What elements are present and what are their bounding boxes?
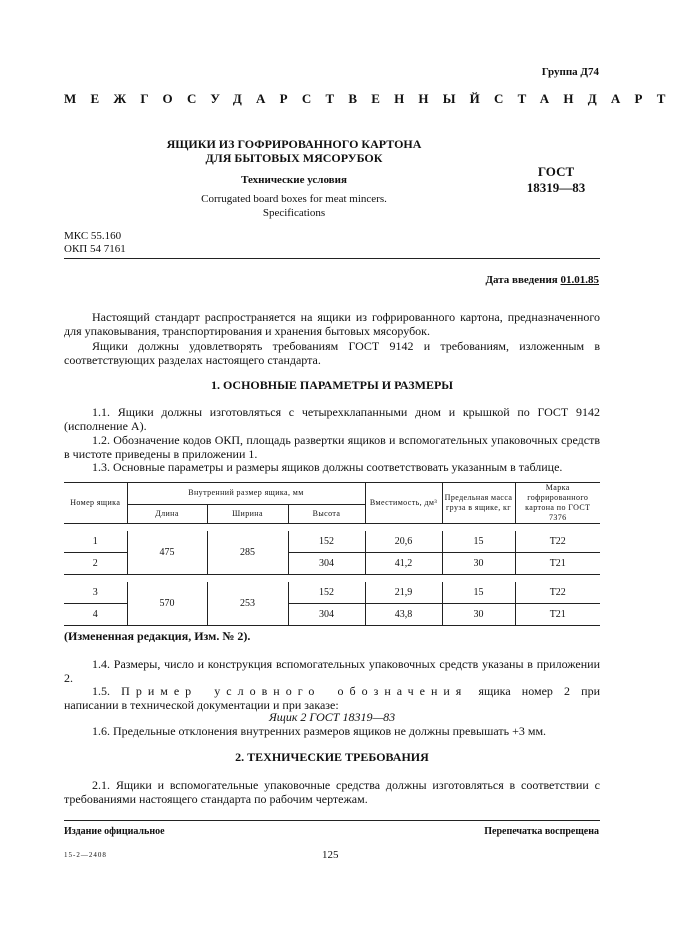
standard-banner xyxy=(64,91,680,107)
gost-number: 18319—83 xyxy=(526,180,586,195)
group-code: Группа Д74 xyxy=(541,66,599,78)
gost-designation xyxy=(512,164,600,196)
introduction-date xyxy=(485,274,599,286)
header-grade: Марка гофрированного картона по ГОСТ 7376 xyxy=(515,483,600,524)
cell-load: 30 xyxy=(442,604,515,626)
cell-length: 475 xyxy=(127,531,207,575)
title-line-2: ДЛЯ БЫТОВЫХ МЯСОРУБОК xyxy=(205,151,383,165)
title-english-1: Corrugated board boxes for meat mincers. xyxy=(201,193,387,205)
paragraph-requirements: Ящики должны удовлетворять требованиям ГОСТ 9142 и требованиям, изложенным в соответствующих разделах настоящего стандарта. xyxy=(64,339,600,367)
cell-load: 15 xyxy=(442,582,515,604)
cell-number: 3 xyxy=(64,582,127,604)
cell-load: 15 xyxy=(442,531,515,553)
paragraph-1-5-rest: ящика номер 2 при написании в технической документации и при заказе: xyxy=(64,684,601,712)
cell-height: 304 xyxy=(288,604,365,626)
cell-grade: Т22 xyxy=(515,582,600,604)
cell-number: 1 xyxy=(64,531,127,553)
intro-date-label: Дата введения xyxy=(485,274,558,286)
okp-code: ОКП 54 7161 xyxy=(64,243,126,255)
banner-left: МЕЖГОСУДАРСТВЕННЫЙ xyxy=(64,91,494,106)
header-inner-size: Внутренний размер ящика, мм xyxy=(127,483,365,505)
cell-grade: Т21 xyxy=(515,553,600,575)
paragraph-scope: Настоящий стандарт распространяется на ящики из гофрированного картона, предназначенного для упаковывания, транспортирования и хранения бытовых мясорубок. xyxy=(64,310,600,338)
cell-length: 570 xyxy=(127,582,207,626)
cell-capacity: 21,9 xyxy=(365,582,442,604)
header-length: Длина xyxy=(127,504,207,523)
section-2-heading: 2. ТЕХНИЧЕСКИЕ ТРЕБОВАНИЯ xyxy=(235,750,429,764)
title-english-2: Specifications xyxy=(262,207,326,219)
footer-divider xyxy=(64,820,600,821)
paragraph-2-1: 2.1. Ящики и вспомогательные упаковочные средства должны изготовляться в соответствии с требованиями настоящего стандарта по рабочим чертежам. xyxy=(64,778,600,806)
page-number: 125 xyxy=(322,849,339,861)
cell-load: 30 xyxy=(442,553,515,575)
paragraph-1-3: 1.3. Основные параметры и размеры ящиков должны соответствовать указанным в таблице. xyxy=(92,460,563,474)
paragraph-1-1: 1.1. Ящики должны изготовляться с четырехклапанными дном и крышкой по ГОСТ 9142 (исполнение А). xyxy=(64,405,600,433)
designation-example: Ящик 2 ГОСТ 18319—83 xyxy=(268,710,396,724)
change-note: (Измененная редакция, Изм. № 2). xyxy=(64,629,251,643)
header-height: Высота xyxy=(288,504,365,523)
cell-number: 4 xyxy=(92,609,98,620)
title-line-1: ЯЩИКИ ИЗ ГОФРИРОВАННОГО КАРТОНА xyxy=(166,137,422,151)
imprint-code: 15-2—2408 xyxy=(64,851,107,859)
header-divider xyxy=(64,258,600,259)
title-subtitle: Технические условия xyxy=(241,174,347,186)
title-block xyxy=(118,137,470,220)
paragraph-1-5-spaced: Пример условного обозначения xyxy=(121,684,468,698)
cell-capacity: 43,8 xyxy=(365,604,442,626)
table-row xyxy=(64,582,600,604)
banner-right: СТАНДАРТ xyxy=(494,91,680,106)
paragraph-1-5-number: 1.5. xyxy=(92,684,110,698)
mks-code: МКС 55.160 xyxy=(64,230,122,242)
paragraph-1-4: 1.4. Размеры, число и конструкция вспомогательных упаковочных средств указаны в приложении 2. xyxy=(64,657,600,685)
classification-codes xyxy=(64,230,126,256)
header-box-number: Номер ящика xyxy=(64,483,127,524)
section-1-heading: 1. ОСНОВНЫЕ ПАРАМЕТРЫ И РАЗМЕРЫ xyxy=(210,378,454,392)
cell-height: 304 xyxy=(288,553,365,575)
cell-number: 2 xyxy=(92,558,98,569)
header-capacity: Вместимость, дм³ xyxy=(365,483,442,524)
cell-grade: Т22 xyxy=(515,531,600,553)
cell-capacity: 41,2 xyxy=(365,553,442,575)
header-load: Предельная масса груза в ящике, кг xyxy=(442,483,515,524)
paragraph-1-5 xyxy=(64,684,600,712)
cell-height: 152 xyxy=(288,582,365,604)
reprint-label: Перепечатка воспрещена xyxy=(484,826,599,837)
intro-date-value: 01.01.85 xyxy=(560,274,599,286)
dimensions-table xyxy=(64,482,600,626)
gost-label: ГОСТ xyxy=(537,164,575,179)
cell-width: 253 xyxy=(207,582,288,626)
paragraph-1-6: 1.6. Предельные отклонения внутренних размеров ящиков не должны превышать +3 мм. xyxy=(92,724,547,738)
table-row xyxy=(64,531,600,553)
cell-grade: Т21 xyxy=(515,604,600,626)
edition-label: Издание официальное xyxy=(64,826,165,837)
header-width: Ширина xyxy=(207,504,288,523)
cell-height: 152 xyxy=(288,531,365,553)
cell-capacity: 20,6 xyxy=(365,531,442,553)
paragraph-1-2: 1.2. Обозначение кодов ОКП, площадь развертки ящиков и вспомогательных упаковочных средств в чистоте приведены в приложении 1. xyxy=(64,433,600,461)
cell-width: 285 xyxy=(207,531,288,575)
